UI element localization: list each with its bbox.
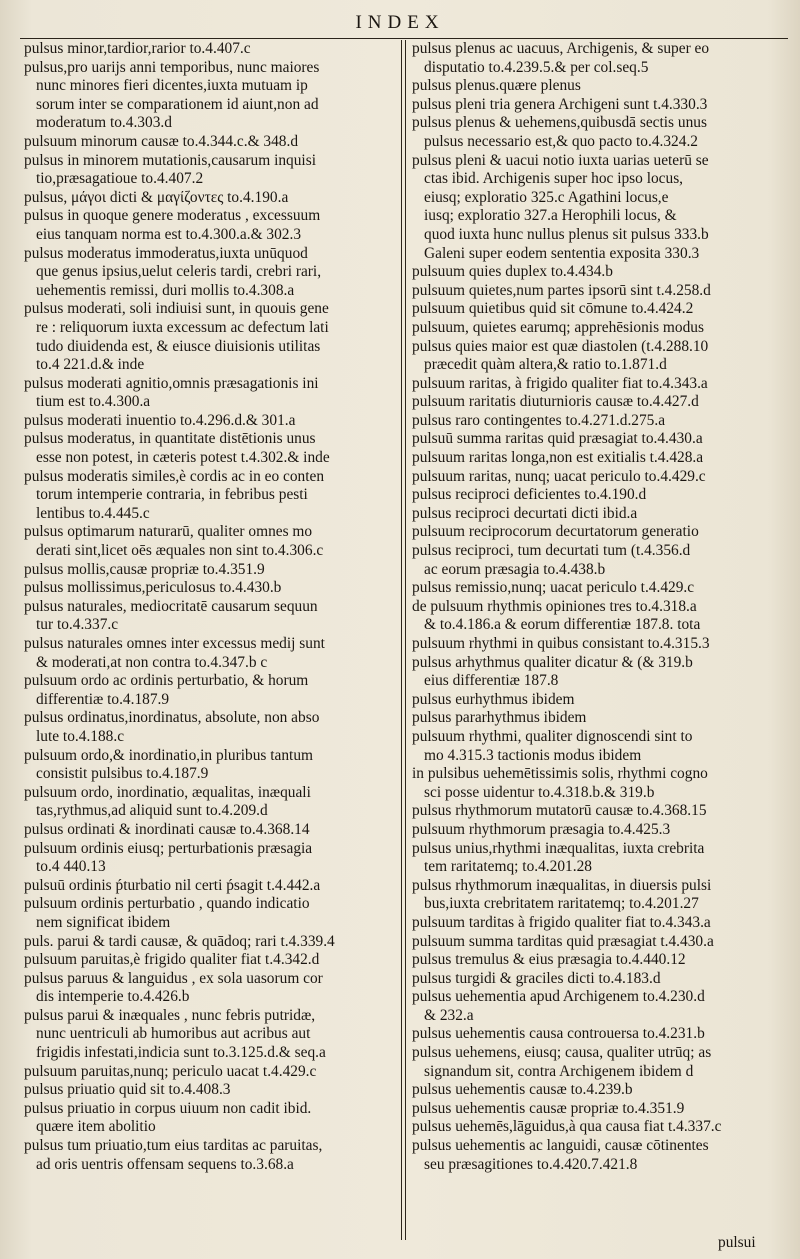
index-entry: pulsus rhythmorum inæqualitas, in diuersis pulsi — [412, 876, 712, 894]
index-entry-continuation: nunc uentriculi ab humoribus aut acribus aut — [36, 1025, 311, 1043]
index-entry-continuation: tem raritatemq; to.4.201.28 — [424, 858, 592, 876]
index-entry: pulsuum ordo ac ordinis perturbatio, & horum — [24, 672, 309, 690]
index-entry: pulsus minor,tardior,rarior to.4.407.c — [24, 40, 251, 57]
index-entry-continuation: disputatio to.4.239.5.& per col.seq.5 — [424, 58, 649, 76]
index-entry: pulsuum raritatis diuturnioris causæ to.4.427.d — [412, 393, 699, 411]
index-entry-continuation: ad oris uentris offensam sequens to.3.68.a — [36, 1155, 294, 1173]
index-entry: pulsus turgidi & graciles dicti to.4.183.d — [412, 969, 661, 987]
index-entry-continuation: nunc minores fieri dicentes,iuxta mutuam ip — [36, 77, 308, 95]
index-entry-continuation: to.4 440.13 — [36, 858, 106, 876]
index-entry: pulsuum rhythmi in quibus consistant to.4.315.3 — [412, 635, 710, 652]
index-entry-continuation: que genus ipsius,uelut celeris tardi, crebri rari, — [36, 263, 322, 281]
index-entry-continuation: pulsus necessario est,& quo pacto to.4.324.2 — [424, 132, 698, 150]
index-entry-continuation: tium est to.4.300.a — [36, 393, 151, 411]
index-entry-continuation: eiusq; exploratio 325.c Agathini locus,e — [424, 188, 669, 206]
index-entry: pulsuum reciprocorum decurtatorum generatio — [412, 523, 699, 541]
right-column — [412, 40, 784, 1250]
index-entry-continuation: iusq; exploratio 327.a Herophili locus, & — [424, 207, 677, 225]
index-entry: pulsuum rhythmi, qualiter dignoscendi sint to — [412, 727, 693, 745]
index-entry-continuation: ac eorum præsagia to.4.438.b — [424, 560, 606, 578]
index-entry-continuation: re : reliquorum iuxta excessum ac defectum lati — [36, 318, 329, 336]
index-entry-continuation: lute to.4.188.c — [36, 727, 125, 745]
index-entry-continuation: moderatum to.4.303.d — [36, 114, 172, 132]
index-entry: pulsus reciproci, tum decurtati tum (t.4.356.d — [412, 542, 691, 560]
index-entry: pulsuum minorum causæ to.4.344.c.& 348.d — [24, 132, 299, 150]
index-entry: pulsuū ordinis ṕturbatio nil certi ṕsagit t.4.442.a — [24, 876, 321, 894]
column-divider — [405, 40, 406, 1240]
index-entry-continuation: quod iuxta hunc nullus plenus sit pulsus 333.b — [424, 225, 709, 243]
left-column — [24, 40, 396, 1250]
index-entry: pulsus pararhythmus ibidem — [412, 709, 587, 727]
index-entry: pulsus eurhythmus ibidem — [412, 690, 575, 708]
index-entry: pulsus raro contingentes to.4.271.d.275.a — [412, 411, 666, 429]
index-entry-continuation: ctas ibid. Archigenis super hoc ipso locus, — [424, 170, 684, 188]
index-entry: pulsus uehemens, eiusq; causa, qualiter utrūq; as — [412, 1044, 712, 1062]
index-entry: pulsuum summa tarditas quid præsagiat t.4.430.a — [412, 932, 714, 950]
index-entry-continuation: consistit pulsibus to.4.187.9 — [36, 765, 209, 783]
index-entry: pulsus paruus & languidus , ex sola uasorum cor — [24, 969, 323, 987]
index-entry: pulsus moderatis similes,è cordis ac in eo conten — [24, 467, 325, 485]
index-entry-continuation: frigidis infestati,indicia sunt to.3.125.d.& seq.a — [36, 1044, 326, 1062]
index-entry: pulsus moderati agnitio,omnis præsagationis ini — [24, 374, 319, 392]
index-entry: pulsus pleni tria genera Archigeni sunt t.4.330.3 — [412, 95, 708, 113]
index-entry-continuation: eius tanquam norma est to.4.300.a.& 302.3 — [36, 225, 302, 243]
index-entry: pulsuum ordinis perturbatio , quando indicatio — [24, 895, 310, 913]
index-entry: pulsuum quietes,num partes ipsorū sint t.4.258.d — [412, 281, 711, 299]
index-entry: pulsuum raritas longa,non est exitialis t.4.428.a — [412, 449, 704, 467]
index-entry-continuation: torum intemperie contraria, in febribus pesti — [36, 486, 308, 504]
index-entry: pulsus parui & inæquales , nunc febris putridæ, — [24, 1006, 316, 1024]
index-entry: pulsus naturales omnes inter excessus medij sunt — [24, 635, 325, 652]
index-entry: pulsus uehementia apud Archigenem to.4.230.d — [412, 988, 705, 1006]
catchword: pulsui — [718, 1234, 756, 1251]
index-entry-continuation: lentibus to.4.445.c — [36, 504, 150, 522]
index-entry: pulsus reciproci deficientes to.4.190.d — [412, 486, 647, 504]
index-entry: pulsus naturales, mediocritatē causarum sequun — [24, 597, 318, 615]
index-entry-continuation: tas,rythmus,ad aliquid sunt to.4.209.d — [36, 802, 268, 820]
index-entry-continuation: sci posse uidentur to.4.318.b.& 319.b — [424, 783, 655, 801]
index-entry: pulsuum ordo,& inordinatio,in pluribus tantum — [24, 746, 313, 764]
index-entry-continuation: dis intemperie to.4.426.b — [36, 988, 190, 1006]
index-entry: pulsus moderati inuentio to.4.296.d.& 301.a — [24, 411, 296, 429]
index-entry: pulsus unius,rhythmi inæqualitas, iuxta crebrita — [412, 839, 705, 857]
index-entry: pulsus moderatus immoderatus,iuxta unūquod — [24, 244, 308, 262]
index-entry: pulsus mollis,causæ propriæ to.4.351.9 — [24, 560, 265, 578]
index-entry: pulsus plenus ac uacuus, Archigenis, & super eo — [412, 40, 710, 57]
index-entry: pulsus in minorem mutationis,causarum inquisi — [24, 151, 316, 169]
index-entry-continuation: nem significat ibidem — [36, 913, 171, 931]
index-entry: pulsuum rhythmorum præsagia to.4.425.3 — [412, 820, 671, 838]
index-entry: pulsuum tarditas à frigido qualiter fiat to.4.343.a — [412, 913, 711, 931]
index-entry-continuation: uehementis remissi, duri mollis to.4.308.a — [36, 281, 295, 299]
index-entry-continuation: Galeni super eodem sententia exposita 330.3 — [424, 244, 700, 262]
index-entry: pulsus remissio,nunq; uacat periculo t.4.429.c — [412, 579, 695, 597]
index-entry: pulsuum, quietes earumq; apprehēsionis modus — [412, 318, 704, 336]
column-divider — [401, 40, 402, 1240]
index-entry-continuation: seu præsagitiones to.4.420.7.421.8 — [424, 1155, 638, 1173]
index-entry-continuation: bus,iuxta crebritatem raritatemq; to.4.201.27 — [424, 895, 699, 913]
index-entry-continuation: esse non potest, in cæteris potest t.4.302.& inde — [36, 449, 330, 467]
index-entry: pulsuum quies duplex to.4.434.b — [412, 263, 613, 281]
index-entry: pulsuum ordo, inordinatio, æqualitas, inæquali — [24, 783, 311, 801]
index-entry-continuation: tudo diuidenda est, & eiusce diuisionis utilitas — [36, 337, 321, 355]
index-entry: in pulsibus uehemētissimis solis, rhythmi cogno — [412, 765, 708, 783]
index-entry: pulsuum ordinis eiusq; perturbationis præsagia — [24, 839, 313, 857]
index-entry-continuation: mo 4.315.3 tactionis modus ibidem — [424, 746, 642, 764]
index-entry: pulsus, μάγοι dicti & μαγίζοντες to.4.190.a — [24, 188, 289, 206]
index-entry: pulsus rhythmorum mutatorū causæ to.4.368.15 — [412, 802, 707, 820]
index-entry: pulsus priuatio in corpus uiuum non cadit ibid. — [24, 1099, 312, 1117]
index-entry-continuation: signandum sit, contra Archigenem ibidem d — [424, 1062, 694, 1080]
index-entry-continuation: & moderati,at non contra to.4.347.b c — [36, 653, 268, 671]
index-entry: pulsus,pro uarijs anni temporibus, nunc maiores — [24, 58, 320, 76]
index-entry: pulsus uehementis causæ to.4.239.b — [412, 1081, 633, 1099]
index-entry-continuation: & to.4.186.a & eorum differentiæ 187.8. tota — [424, 616, 701, 634]
index-entry: pulsuum paruitas,è frigido qualiter fiat t.4.342.d — [24, 951, 320, 969]
index-entry: pulsus uehementis causæ propriæ to.4.351.9 — [412, 1099, 685, 1117]
index-entry: pulsus priuatio quid sit to.4.408.3 — [24, 1081, 231, 1099]
index-entry: pulsus uehementis ac languidi, causæ cōtinentes — [412, 1137, 709, 1155]
index-entry: pulsus tum priuatio,tum eius tarditas ac paruitas, — [24, 1137, 323, 1155]
index-entry: pulsus reciproci decurtati dicti ibid.a — [412, 504, 638, 522]
index-entry-continuation: eius differentiæ 187.8 — [424, 672, 559, 690]
index-entry: pulsus pleni & uacui notio iuxta uarias ueterū se — [412, 151, 709, 169]
index-entry-continuation: quære item abolitio — [36, 1118, 156, 1136]
index-entry-continuation: derati sint,licet oēs æquales non sint to.4.306.c — [36, 542, 324, 560]
index-entry-continuation: tio,præsagatioue to.4.407.2 — [36, 170, 204, 188]
index-entry-continuation: differentiæ to.4.187.9 — [36, 690, 170, 708]
index-entry: pulsus moderati, soli indiuisi sunt, in quouis gene — [24, 300, 329, 318]
index-entry: pulsus quies maior est quæ diastolen (t.4.288.10 — [412, 337, 709, 355]
header-rule — [20, 38, 788, 39]
index-entry: pulsuum raritas, nunq; uacat periculo to.4.429.c — [412, 467, 706, 485]
index-entry-continuation: sorum inter se comparationem id aiunt,non ad — [36, 95, 319, 113]
index-entry: pulsus ordinatus,inordinatus, absolute, non abso — [24, 709, 320, 727]
index-entry: pulsus plenus & uehemens,quibusdā sectis unus — [412, 114, 707, 132]
index-entry: pulsus plenus.quære plenus — [412, 77, 581, 95]
index-entry: pulsuum raritas, à frigido qualiter fiat to.4.343.a — [412, 374, 708, 392]
index-entry: pulsuum paruitas,nunq; periculo uacat t.4.429.c — [24, 1062, 317, 1080]
index-entry: pulsus mollissimus,periculosus to.4.430.b — [24, 579, 282, 597]
index-entry: pulsus uehementis causa controuersa to.4.231.b — [412, 1025, 705, 1043]
index-entry: de pulsuum rhythmis opiniones tres to.4.318.a — [412, 597, 697, 615]
page-header: INDEX — [355, 12, 445, 33]
index-entry: pulsus uehemēs,lāguidus,à qua causa fiat t.4.337.c — [412, 1118, 722, 1136]
index-entry-continuation: to.4 221.d.& inde — [36, 356, 145, 374]
index-entry: pulsus ordinati & inordinati causæ to.4.368.14 — [24, 820, 310, 838]
index-entry: puls. parui & tardi causæ, & quādoq; rari t.4.339.4 — [24, 932, 335, 950]
index-entry: pulsus optimarum naturarū, qualiter omnes mo — [24, 523, 313, 541]
index-entry-continuation: tur to.4.337.c — [36, 616, 119, 634]
index-entry: pulsus tremulus & eius præsagia to.4.440.12 — [412, 951, 686, 969]
index-entry-continuation: præcedit quàm altera,& ratio to.1.871.d — [424, 356, 667, 374]
index-entry: pulsus moderatus, in quantitate distētionis unus — [24, 430, 316, 448]
index-entry: pulsuū summa raritas quid præsagiat to.4.430.a — [412, 430, 703, 448]
index-entry: pulsuum quietibus quid sit cōmune to.4.424.2 — [412, 300, 694, 318]
index-entry: pulsus arhythmus qualiter dicatur & (& 319.b — [412, 653, 693, 671]
index-entry: pulsus in quoque genere moderatus , excessuum — [24, 207, 321, 225]
index-entry-continuation: & 232.a — [424, 1006, 474, 1024]
